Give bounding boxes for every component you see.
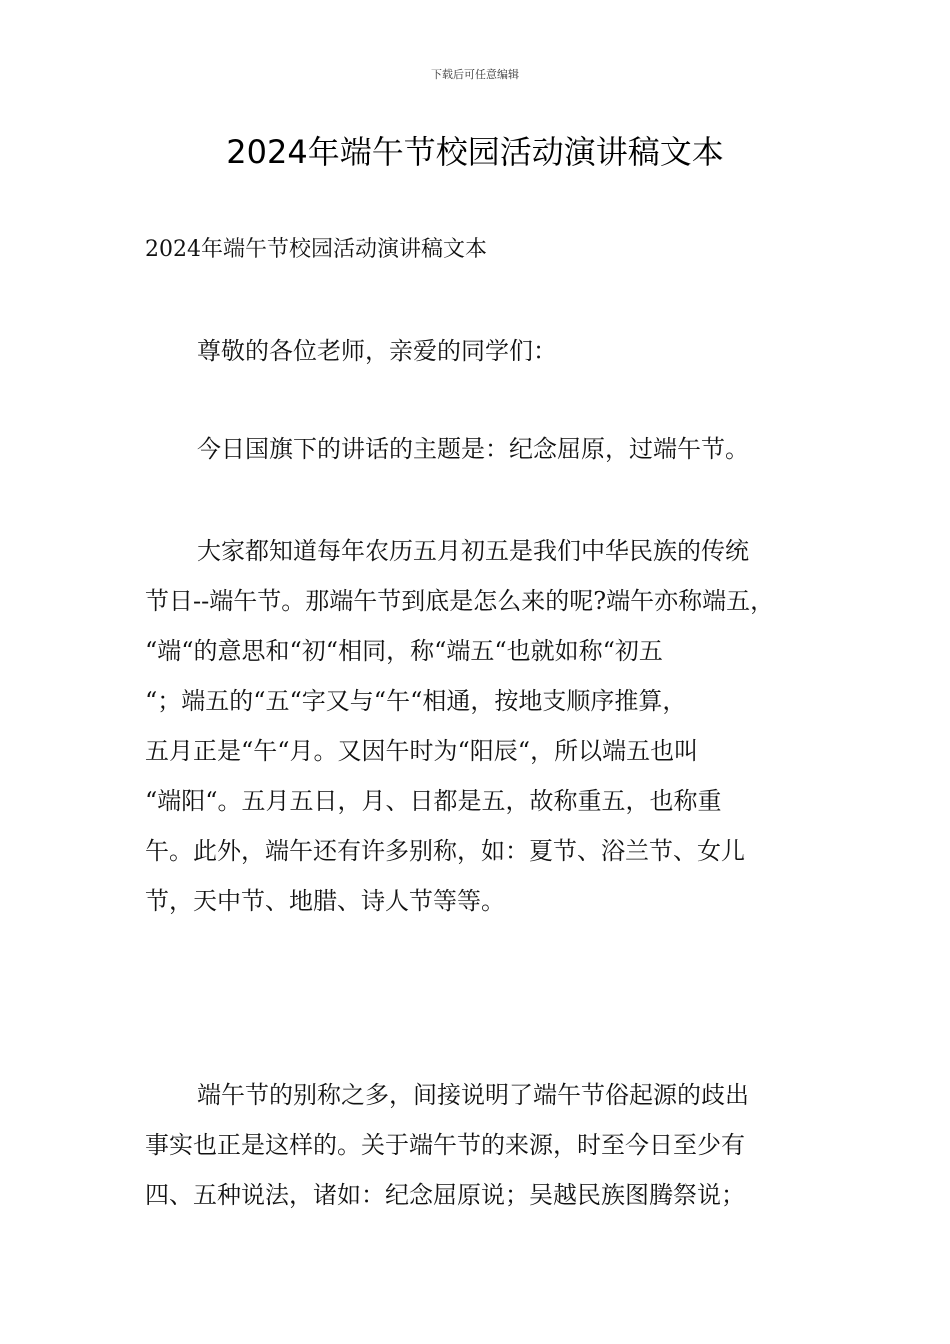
paragraph-intro — [145, 526, 807, 926]
paragraph-line: 今日国旗下的讲话的主题是：纪念屈原，过端午节。 — [197, 435, 749, 463]
paragraph-origin — [145, 1070, 807, 1220]
paragraph-greeting — [145, 326, 807, 376]
paragraph-line: “端“的意思和“初“相同，称“端五“也就如称“初五 — [145, 637, 663, 665]
paragraph-theme — [145, 424, 807, 474]
paragraph-line: 尊敬的各位老师，亲爱的同学们： — [197, 337, 557, 365]
paragraph-line: 节日--端午节。那端午节到底是怎么来的呢?端午亦称端五， — [145, 587, 775, 615]
paragraph-line: 午。此外，端午还有许多别称，如：夏节、浴兰节、女儿 — [145, 837, 745, 865]
paragraph-line: 端午节的别称之多，间接说明了端午节俗起源的歧出 — [197, 1081, 749, 1109]
paragraph-line: 五月正是“午“月。又因午时为“阳辰“，所以端五也叫 — [145, 737, 699, 765]
paragraph-line: “端阳“。五月五日，月、日都是五，故称重五，也称重 — [145, 787, 722, 815]
paragraph-line: 大家都知道每年农历五月初五是我们中华民族的传统 — [197, 537, 749, 565]
paragraph-line: “；端五的“五“字又与“午“相通，按地支顺序推算， — [145, 687, 687, 715]
document-title: 2024年端午节校园活动演讲稿文本 — [226, 133, 724, 171]
header-note: 下载后可任意编辑 — [431, 68, 519, 81]
document-subtitle: 2024年端午节校园活动演讲稿文本 — [145, 237, 487, 262]
paragraph-line: 事实也正是这样的。关于端午节的来源，时至今日至少有 — [145, 1131, 745, 1159]
paragraph-line: 四、五种说法，诸如：纪念屈原说；吴越民族图腾祭说； — [145, 1181, 745, 1209]
paragraph-line: 节，天中节、地腊、诗人节等等。 — [145, 887, 505, 915]
